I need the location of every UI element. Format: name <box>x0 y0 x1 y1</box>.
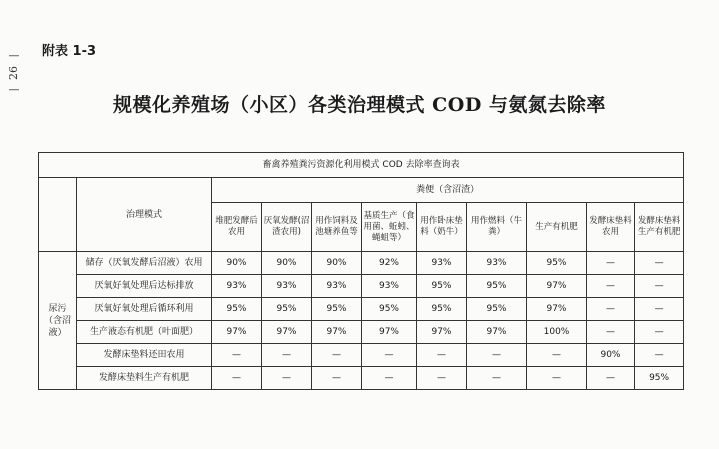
table-cell: 93% <box>362 275 417 298</box>
column-header: 堆肥发酵后农用 <box>212 203 262 252</box>
table-cell: 90% <box>587 344 635 367</box>
table-cell: 97% <box>417 321 467 344</box>
table-cell: — <box>587 275 635 298</box>
table-cell: 90% <box>262 252 312 275</box>
table-cell: 92% <box>362 252 417 275</box>
table-cell: — <box>262 367 312 390</box>
table-cell: 95% <box>362 298 417 321</box>
table-cell: 97% <box>362 321 417 344</box>
column-header: 用作饲料及池塘养鱼等 <box>312 203 362 252</box>
column-header: 用作卧床垫料（奶牛） <box>417 203 467 252</box>
page-number-dash-bottom: — <box>8 83 20 96</box>
row-mode-label: 厌氧好氧处理后循环利用 <box>77 298 212 321</box>
table-cell: 97% <box>467 321 527 344</box>
table-cell: — <box>417 344 467 367</box>
row-mode-label: 发酵床垫料还田农用 <box>77 344 212 367</box>
appendix-label: 附表 1-3 <box>42 44 97 59</box>
table-cell: — <box>587 252 635 275</box>
table-cell: 95% <box>467 275 527 298</box>
table-caption: 畜禽养殖粪污资源化利用模式 COD 去除率查询表 <box>39 153 684 178</box>
group-label: 尿污（含沼液） <box>39 252 77 390</box>
table-cell: — <box>467 367 527 390</box>
table-cell: — <box>635 275 684 298</box>
mode-header: 治理模式 <box>77 178 212 252</box>
row-mode-label: 生产液态有机肥（叶面肥） <box>77 321 212 344</box>
table-cell: — <box>467 344 527 367</box>
table-cell: 93% <box>262 275 312 298</box>
column-header: 用作燃料（牛粪） <box>467 203 527 252</box>
column-header: 基质生产（食用菌、蚯蚓、蝇蛆等） <box>362 203 417 252</box>
table-cell: — <box>587 298 635 321</box>
table-cell: 93% <box>312 275 362 298</box>
table-cell: 97% <box>527 298 587 321</box>
table-cell: — <box>362 367 417 390</box>
page-number-dash-top: — <box>8 49 20 62</box>
table-cell: 97% <box>212 321 262 344</box>
table-row <box>39 275 684 298</box>
column-header: 厌氧发酵(沼渣农用) <box>262 203 312 252</box>
table-row <box>39 252 684 275</box>
table-cell: — <box>527 344 587 367</box>
column-header: 生产有机肥 <box>527 203 587 252</box>
table-cell: 95% <box>417 298 467 321</box>
table-cell: 95% <box>467 298 527 321</box>
table-cell: 100% <box>527 321 587 344</box>
table-cell: — <box>312 344 362 367</box>
table-cell: — <box>587 321 635 344</box>
table-cell: — <box>635 321 684 344</box>
table-row <box>39 344 684 367</box>
table-cell: 95% <box>212 298 262 321</box>
table-cell: — <box>635 298 684 321</box>
column-header: 发酵床垫料生产有机肥 <box>635 203 684 252</box>
table-cell: 90% <box>212 252 262 275</box>
table-cell: 97% <box>262 321 312 344</box>
manure-header: 粪便（含沼渣） <box>212 178 684 203</box>
table-cell: — <box>212 367 262 390</box>
table-cell: 97% <box>312 321 362 344</box>
table-cell: 95% <box>635 367 684 390</box>
table-cell: 93% <box>212 275 262 298</box>
table-row <box>39 321 684 344</box>
table-cell: — <box>312 367 362 390</box>
table-cell: 93% <box>467 252 527 275</box>
header-row-1 <box>39 178 684 203</box>
table-cell: 95% <box>312 298 362 321</box>
table-cell: 97% <box>527 275 587 298</box>
table-cell: — <box>212 344 262 367</box>
table-cell: — <box>362 344 417 367</box>
row-mode-label: 储存（厌氧发酵后沼液）农用 <box>77 252 212 275</box>
caption-row <box>39 153 684 178</box>
table-cell: — <box>417 367 467 390</box>
page-number-value: 26 <box>7 66 20 80</box>
table-cell: 95% <box>527 252 587 275</box>
table-row <box>39 298 684 321</box>
cod-removal-table <box>38 152 684 390</box>
table-cell: — <box>635 252 684 275</box>
row-mode-label: 厌氧好氧处理后达标排放 <box>77 275 212 298</box>
table-cell: 95% <box>417 275 467 298</box>
table-row <box>39 367 684 390</box>
table-cell: — <box>635 344 684 367</box>
table-cell: — <box>527 367 587 390</box>
page-title: 规模化养殖场（小区）各类治理模式 COD 与氨氮去除率 <box>113 94 606 116</box>
table-cell: 95% <box>262 298 312 321</box>
table-cell: — <box>587 367 635 390</box>
row-mode-label: 发酵床垫料生产有机肥 <box>77 367 212 390</box>
table-cell: — <box>262 344 312 367</box>
column-header: 发酵床垫料农用 <box>587 203 635 252</box>
table-cell: 93% <box>417 252 467 275</box>
corner-cell <box>39 178 77 252</box>
table-cell: 90% <box>312 252 362 275</box>
